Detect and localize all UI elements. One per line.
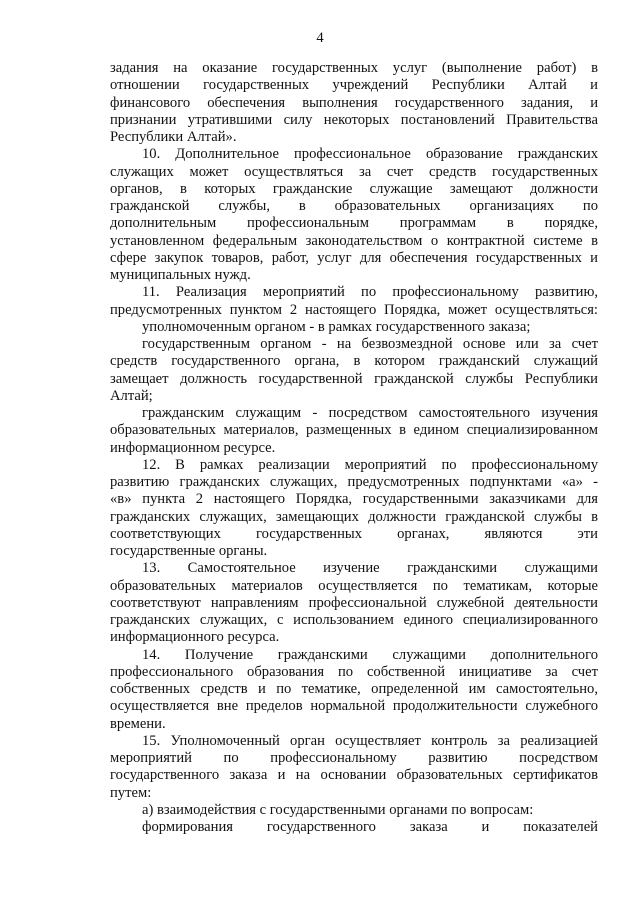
text-line: 12. В рамках реализации мероприятий по профессиональному: [142, 456, 598, 473]
text-line: собственных средств и по тематике, определенной им самостоятельно,: [110, 681, 598, 697]
text-line: замещает должность государственной гражданской службы Республики: [110, 370, 598, 387]
text-line: соответствующих государственных органах, являются эти: [110, 525, 598, 542]
text-line: предусмотренных пунктом 2 настоящего Порядка, может осуществляться:: [110, 301, 598, 318]
text-line: профессионального образования по собственной инициативе за счет: [110, 663, 598, 680]
text-line: уполномоченным органом - в рамках государственного заказа;: [142, 318, 531, 335]
text-line: служащих может осуществляться за счет средств государственных: [110, 163, 598, 180]
text-line: мероприятий по профессиональному развитию посредством: [110, 750, 598, 766]
text-line: гражданским служащим - посредством самостоятельного изучения: [142, 405, 598, 421]
text-line: задания на оказание государственных услуг (выполнение работ) в: [110, 60, 598, 76]
text-line: образовательных материалов, размещенных в едином специализированном: [110, 422, 598, 439]
text-line: формирования государственного заказа и показателей: [142, 819, 598, 835]
text-line: соответствуют направлениям профессиональной служебной деятельности: [110, 594, 598, 611]
text-line: информационном ресурсе.: [110, 439, 276, 456]
text-line: образовательных материалов осуществляется по тематикам, которые: [110, 577, 598, 594]
text-line: государственного заказа и на основании образовательных сертификатов: [110, 767, 598, 784]
text-line: государственным органом - на безвозмездной основе или за счет: [142, 336, 598, 352]
text-line: 13. Самостоятельное изучение гражданскими служащими: [142, 560, 598, 577]
text-line: гражданских служащих, замещающих должности гражданской службы в: [110, 508, 598, 525]
text-line: гражданских служащих, с использованием единого специализированного: [110, 612, 598, 628]
text-line: 15. Уполномоченный орган осуществляет контроль за реализацией: [142, 732, 598, 749]
document-body: [110, 60, 598, 836]
text-line: признании утратившими силу некоторых постановлений Правительства: [110, 111, 598, 128]
text-line: установленном федеральным законодательством о контрактной системе в: [110, 232, 598, 249]
text-line: осуществляется вне пределов нормальной продолжительности служебного: [110, 698, 598, 715]
text-line: 11. Реализация мероприятий по профессиональному развитию,: [142, 284, 598, 301]
text-line: а) взаимодействия с государственными органами по вопросам:: [142, 801, 534, 818]
text-line: развитию гражданских служащих, предусмотренных подпунктами «а» -: [110, 474, 598, 490]
text-line: дополнительным профессиональным программам в порядке,: [110, 215, 598, 232]
text-line: средств государственного органа, в котором гражданский служащий: [110, 353, 598, 370]
text-line: гражданской службы, в образовательных организациях по: [110, 198, 598, 214]
text-line: органов, в которых гражданские служащие замещают должности: [110, 180, 598, 197]
page-number: 4: [316, 30, 324, 46]
text-line: сфере закупок товаров, работ, услуг для обеспечения государственных и: [110, 249, 598, 266]
text-line: муниципальных нужд.: [110, 267, 251, 283]
text-line: информационного ресурса.: [110, 629, 280, 646]
text-line: Республики Алтай».: [110, 129, 237, 145]
text-line: финансового обеспечения выполнения государственного задания, и: [110, 94, 598, 111]
text-line: путем:: [110, 784, 152, 801]
text-line: «в» пункта 2 настоящего Порядка, государственными заказчиками для: [110, 491, 598, 508]
text-line: 14. Получение гражданскими служащими дополнительного: [142, 646, 598, 663]
text-line: времени.: [110, 715, 166, 732]
text-line: отношении государственных учреждений Республики Алтай и: [110, 77, 598, 94]
text-line: Алтай;: [110, 387, 153, 404]
text-line: государственные органы.: [110, 543, 268, 559]
text-line: 10. Дополнительное профессиональное образование гражданских: [142, 146, 598, 163]
